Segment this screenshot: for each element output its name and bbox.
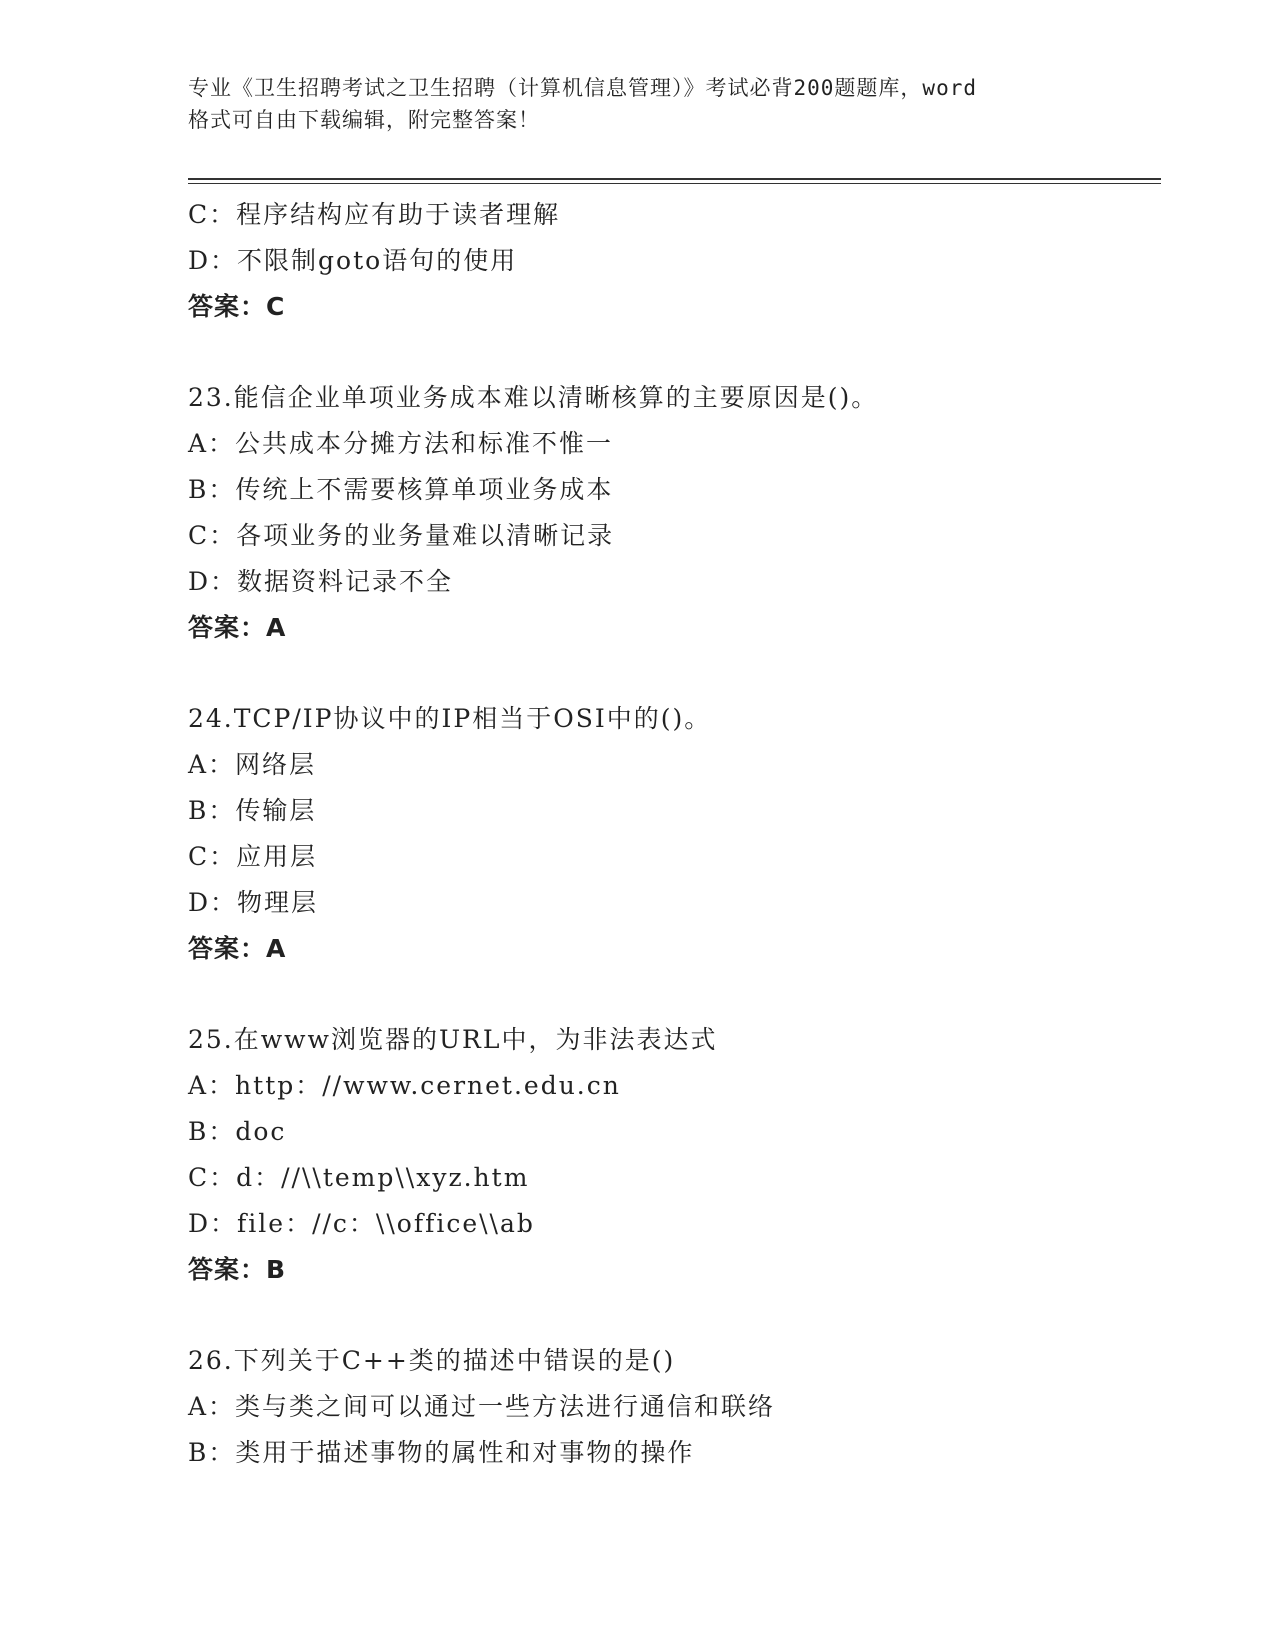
question-22 — [188, 192, 1148, 330]
question-list — [188, 192, 1148, 1476]
header-divider-thin — [188, 183, 1161, 184]
option-d: D：file：//c：\\office\\ab — [188, 1209, 535, 1238]
question-text: 24.TCP/IP协议中的IP相当于OSI中的()。 — [188, 704, 712, 733]
option-b: B：传输层 — [188, 796, 317, 825]
question-text: 25.在www浏览器的URL中，为非法表达式 — [188, 1025, 718, 1054]
document-header — [188, 72, 1088, 136]
header-line-1: 专业《卫生招聘考试之卫生招聘（计算机信息管理）》考试必背200题题库，word — [188, 76, 977, 100]
option-d: D：物理层 — [188, 888, 319, 917]
answer: 答案：C — [188, 292, 286, 321]
question-26 — [188, 1338, 1148, 1476]
question-text: 26.下列关于C++类的描述中错误的是() — [188, 1346, 676, 1375]
header-line-2: 格式可自由下载编辑，附完整答案！ — [188, 108, 540, 132]
option-b: B：doc — [188, 1117, 287, 1146]
option-c: C：程序结构应有助于读者理解 — [188, 200, 561, 229]
answer: 答案：A — [188, 613, 287, 642]
option-b: B：类用于描述事物的属性和对事物的操作 — [188, 1438, 695, 1467]
option-c: C：应用层 — [188, 842, 318, 871]
question-24 — [188, 696, 1148, 972]
option-a: A：网络层 — [188, 750, 317, 779]
question-23 — [188, 375, 1148, 651]
option-c: C：各项业务的业务量难以清晰记录 — [188, 521, 615, 550]
option-d: D：不限制goto语句的使用 — [188, 246, 518, 275]
option-a: A：类与类之间可以通过一些方法进行通信和联络 — [188, 1392, 776, 1421]
answer: 答案：B — [188, 1255, 287, 1284]
question-text: 23.能信企业单项业务成本难以清晰核算的主要原因是()。 — [188, 383, 879, 412]
header-divider-thick — [188, 178, 1161, 180]
question-25 — [188, 1017, 1148, 1293]
option-a: A：公共成本分摊方法和标准不惟一 — [188, 429, 614, 458]
option-a: A：http：//www.cernet.edu.cn — [188, 1071, 621, 1100]
answer: 答案：A — [188, 934, 287, 963]
option-d: D：数据资料记录不全 — [188, 567, 454, 596]
option-b: B：传统上不需要核算单项业务成本 — [188, 475, 614, 504]
option-c: C：d：//\\temp\\xyz.htm — [188, 1163, 530, 1192]
